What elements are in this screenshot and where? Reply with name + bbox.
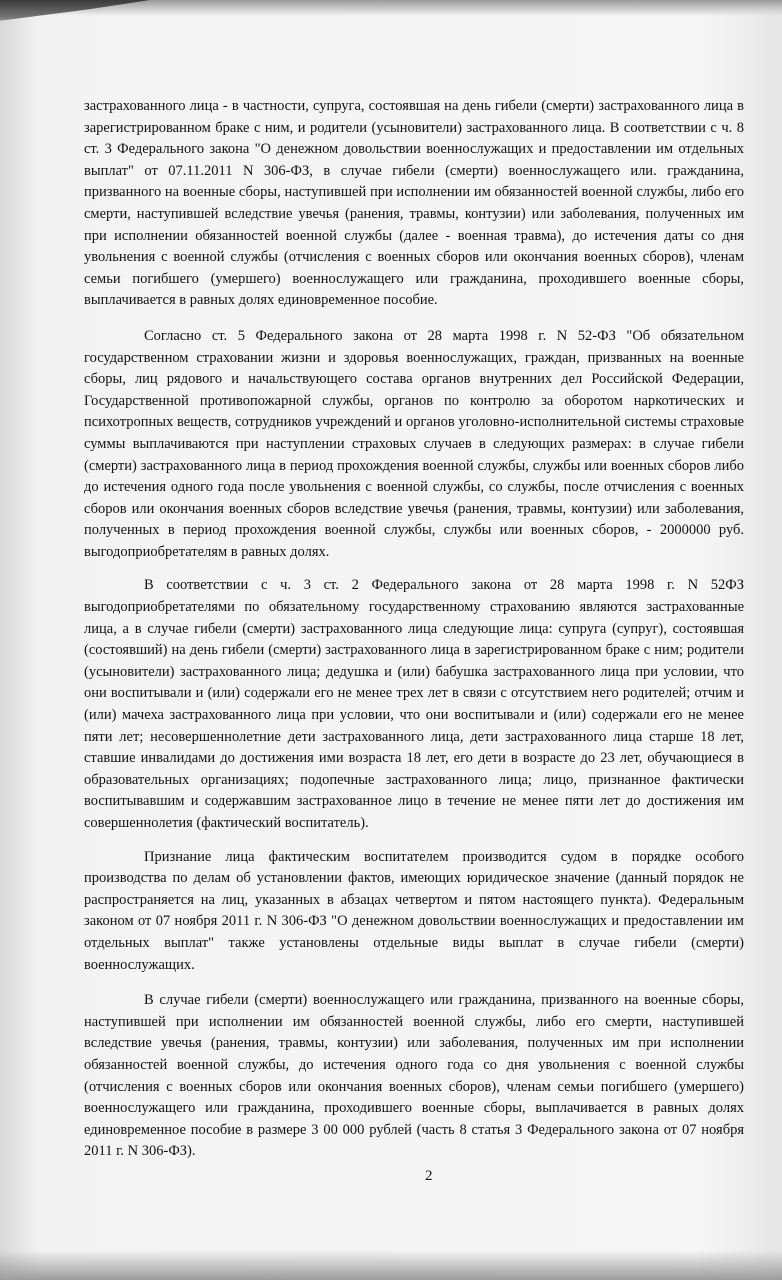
page-bottom-shadow	[0, 1250, 782, 1280]
paragraph-lump-sum-benefit: В случае гибели (смерти) военнослужащего или гражданина, призванного на военные сборы, наступившей при исполнении им обязанностей военной службы, либо его смерти, наступившей вследствие увечья (ранения, травмы, контузии) или заболевания, полученных им при исполнении обязанностей военной службы, до истечения одного года со дня увольнения с военной службы (отчисления с военных сборов или окончания военных сборов), членам семьи погибшего (умершего) военнослужащего или гражданина, проходившего военные сборы, выплачивается в равных долях единовременное пособие в размере 3 00 000 рублей (часть 8 статья 3 Федерального закона от 07 ноября 2011 г. N 306-ФЗ).	[84, 992, 744, 1160]
paragraph-actual-guardian: Признание лица фактическим воспитателем производится судом в порядке особого производства по делам об установлении фактов, имеющих юридическое значение (данный порядок не распространяется на лиц, указанных в абзацах четвертом и пятом настоящего пункта). Федеральным законом от 07 ноября 2011 г. N 306-ФЗ "О денежном довольствии военнослужащих и предоставлении им отдельных выплат" также установлены отдельные виды выплат в случае гибели (смерти) военнослужащих.	[84, 848, 744, 973]
paragraph-article-5: Согласно ст. 5 Федерального закона от 28 марта 1998 г. N 52-ФЗ "Об обязательном государственном страховании жизни и здоровья военнослужащих, граждан, призванных на военные сборы, лиц рядового и начальствующего состава органов внутренних дел Российской Федерации, Государственной противопожарной службы, органов по контролю за оборотом наркотических и психотропных веществ, сотрудников учреждений и органов уголовно-исполнительной системы страховые суммы выплачиваются при наступлении страховых случаев в следующих размерах: в случае гибели (смерти) застрахованного лица в период прохождения военной службы, службы или военных сборов либо до истечения одного года после увольнения с военной службы, со службы, после отчисления с военных сборов или окончания военных сборов вследствие увечья (ранения, травмы, контузии) или заболевания, полученных в период прохождения военной службы, службы или военных сборов, - 2000000 руб. выгодоприобретателям в равных долях.	[84, 327, 744, 560]
document-body	[84, 96, 744, 1163]
paragraph-beneficiaries: В соответствии с ч. 3 ст. 2 Федерального закона от 28 марта 1998 г. N 52ФЗ выгодоприобретателями по обязательному государственному страхованию являются застрахованные лица, а в случае гибели (смерти) застрахованного лица следующие лица: супруга (супруг), состоявшая (состоявший) на день гибели (смерти) застрахованного лица в зарегистрированном браке с ним; родители (усыновители) застрахованного лица; дедушка и (или) бабушка застрахованного лица при условии, что они воспитывали и (или) содержали его не менее трех лет в связи с отсутствием него родителей; отчим и (или) мачеха застрахованного лица при условии, что они воспитывали и (или) содержали его не менее пяти лет; несовершеннолетние дети застрахованного лица, дети застрахованного лица старше 18 лет, ставшие инвалидами до достижения ими возраста 18 лет, его дети в возрасте до 23 лет, обучающиеся в образовательных организациях; подопечные застрахованного лица; лицо, признанное фактически воспитывавшим и содержавшим застрахованное лицо в течение не менее пяти лет до достижения им совершеннолетия (фактический воспитатель).	[84, 577, 744, 831]
page-number: 2	[425, 1168, 433, 1184]
paragraph-continuation: застрахованного лица - в частности, супруга, состоявшая на день гибели (смерти) застрахованного лица в зарегистрированном браке с ним, и родители (усыновители) застрахованного лица. В соответствии с ч. 8 ст. 3 Федерального закона "О денежном довольствии военнослужащих и предоставлении им отдельных выплат" от 07.11.2011 N 306-ФЗ, в случае гибели (смерти) военнослужащего или. гражданина, призванного на военные сборы, наступившей при исполнении им обязанностей военной службы, либо его смерти, наступившей вследствие увечья (ранения, травмы, контузии) или заболевания, полученных им при исполнении обязанностей военной службы (далее - военная травма), до истечения даты со дня увольнения с военной службы (отчисления с военных сборов или окончания военных сборов), членам семьи погибшего (умершего) военнослужащего или гражданина, проходившего военные сборы, выплачивается в равных долях единовременное пособие.	[84, 98, 744, 309]
